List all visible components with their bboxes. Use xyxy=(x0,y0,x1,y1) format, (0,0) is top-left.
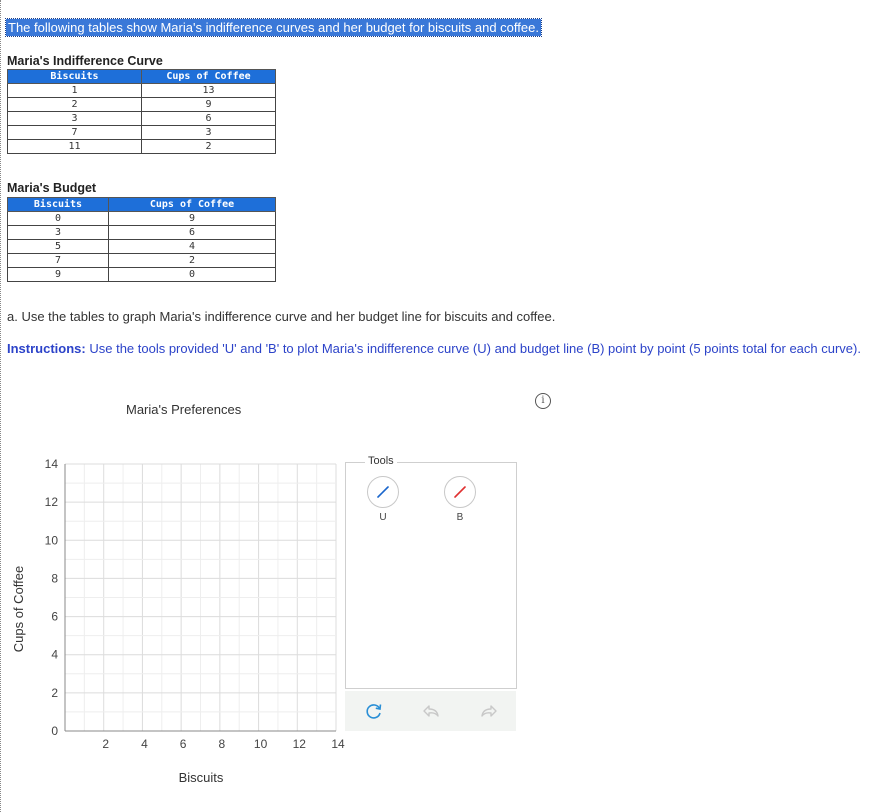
table-cell: 3 xyxy=(8,112,142,126)
table-row xyxy=(8,226,276,240)
x-tick-label: 12 xyxy=(292,737,306,751)
table-cell: 7 xyxy=(8,126,142,140)
table-cell: 9 xyxy=(8,268,109,282)
y-tick-label: 0 xyxy=(51,724,58,738)
budget-header-coffee: Cups of Coffee xyxy=(109,198,276,212)
table-row xyxy=(8,112,276,126)
table-cell: 5 xyxy=(8,240,109,254)
table-cell: 2 xyxy=(142,140,276,154)
table-row xyxy=(8,98,276,112)
table-cell: 6 xyxy=(142,112,276,126)
table-cell: 11 xyxy=(8,140,142,154)
table-row xyxy=(8,126,276,140)
table-cell: 0 xyxy=(8,212,109,226)
table-cell: 3 xyxy=(8,226,109,240)
reset-icon[interactable] xyxy=(363,700,385,722)
intro-text: The following tables show Maria's indifference curves and her budget for biscuits and coffee. xyxy=(8,20,539,35)
x-tick-label: 8 xyxy=(218,737,226,751)
budget-header-biscuits: Biscuits xyxy=(8,198,109,212)
table-row xyxy=(8,254,276,268)
table-cell: 13 xyxy=(142,84,276,98)
y-tick-label: 4 xyxy=(51,647,58,662)
table-row xyxy=(8,212,276,226)
instructions-label: Instructions: xyxy=(7,341,86,356)
question-text: a. Use the tables to graph Maria's indifference curve and her budget line for biscuits and coffee. xyxy=(7,309,556,324)
table-cell: 2 xyxy=(109,254,276,268)
y-tick-label: 6 xyxy=(51,609,58,624)
y-tick-label: 2 xyxy=(51,685,58,700)
x-tick-label: 6 xyxy=(179,737,187,751)
table-row xyxy=(8,268,276,282)
x-tick-label: 14 xyxy=(331,737,345,751)
y-tick-label: 8 xyxy=(51,571,58,586)
y-tick-label: 14 xyxy=(44,457,58,471)
budget-table xyxy=(7,197,276,282)
indifference-table xyxy=(7,69,276,154)
table-cell: 1 xyxy=(8,84,142,98)
tools-label: Tools xyxy=(365,455,397,467)
chart-title: Maria's Preferences xyxy=(126,402,242,417)
table-cell: 3 xyxy=(142,126,276,140)
preferences-plot[interactable] xyxy=(0,440,345,800)
table-cell: 2 xyxy=(8,98,142,112)
table-cell: 9 xyxy=(142,98,276,112)
instructions xyxy=(7,341,865,357)
tool-b-button[interactable] xyxy=(444,476,476,508)
budget-table-title: Maria's Budget xyxy=(7,181,97,195)
table-row xyxy=(8,140,276,154)
table-cell: 9 xyxy=(109,212,276,226)
table-row xyxy=(8,84,276,98)
x-tick-label: 4 xyxy=(141,737,148,751)
tool-b-label: B xyxy=(456,512,464,523)
undo-icon[interactable] xyxy=(420,700,442,722)
table-cell: 4 xyxy=(109,240,276,254)
indifference-table-title: Maria's Indifference Curve xyxy=(7,54,163,68)
x-tick-label: 2 xyxy=(102,737,110,751)
x-axis-label: Biscuits xyxy=(178,770,224,785)
x-tick-label: 10 xyxy=(253,737,268,751)
indifference-header-coffee: Cups of Coffee xyxy=(142,70,276,84)
redo-icon[interactable] xyxy=(478,700,500,722)
tool-u-button[interactable] xyxy=(367,476,399,508)
instructions-text: Use the tools provided 'U' and 'B' to plot Maria's indifference curve (U) and budget line (B) point by point (5 points total for each curve). xyxy=(85,341,861,356)
table-cell: 6 xyxy=(109,226,276,240)
y-tick-label: 10 xyxy=(44,533,58,548)
indifference-header-biscuits: Biscuits xyxy=(8,70,142,84)
info-icon[interactable]: i xyxy=(535,393,551,409)
y-axis-label: Cups of Coffee xyxy=(11,565,26,653)
line-u-icon xyxy=(368,477,398,507)
table-cell: 7 xyxy=(8,254,109,268)
tool-u-label: U xyxy=(379,512,387,523)
y-tick-label: 12 xyxy=(44,495,58,510)
line-b-icon xyxy=(445,477,475,507)
table-row xyxy=(8,240,276,254)
table-cell: 0 xyxy=(109,268,276,282)
